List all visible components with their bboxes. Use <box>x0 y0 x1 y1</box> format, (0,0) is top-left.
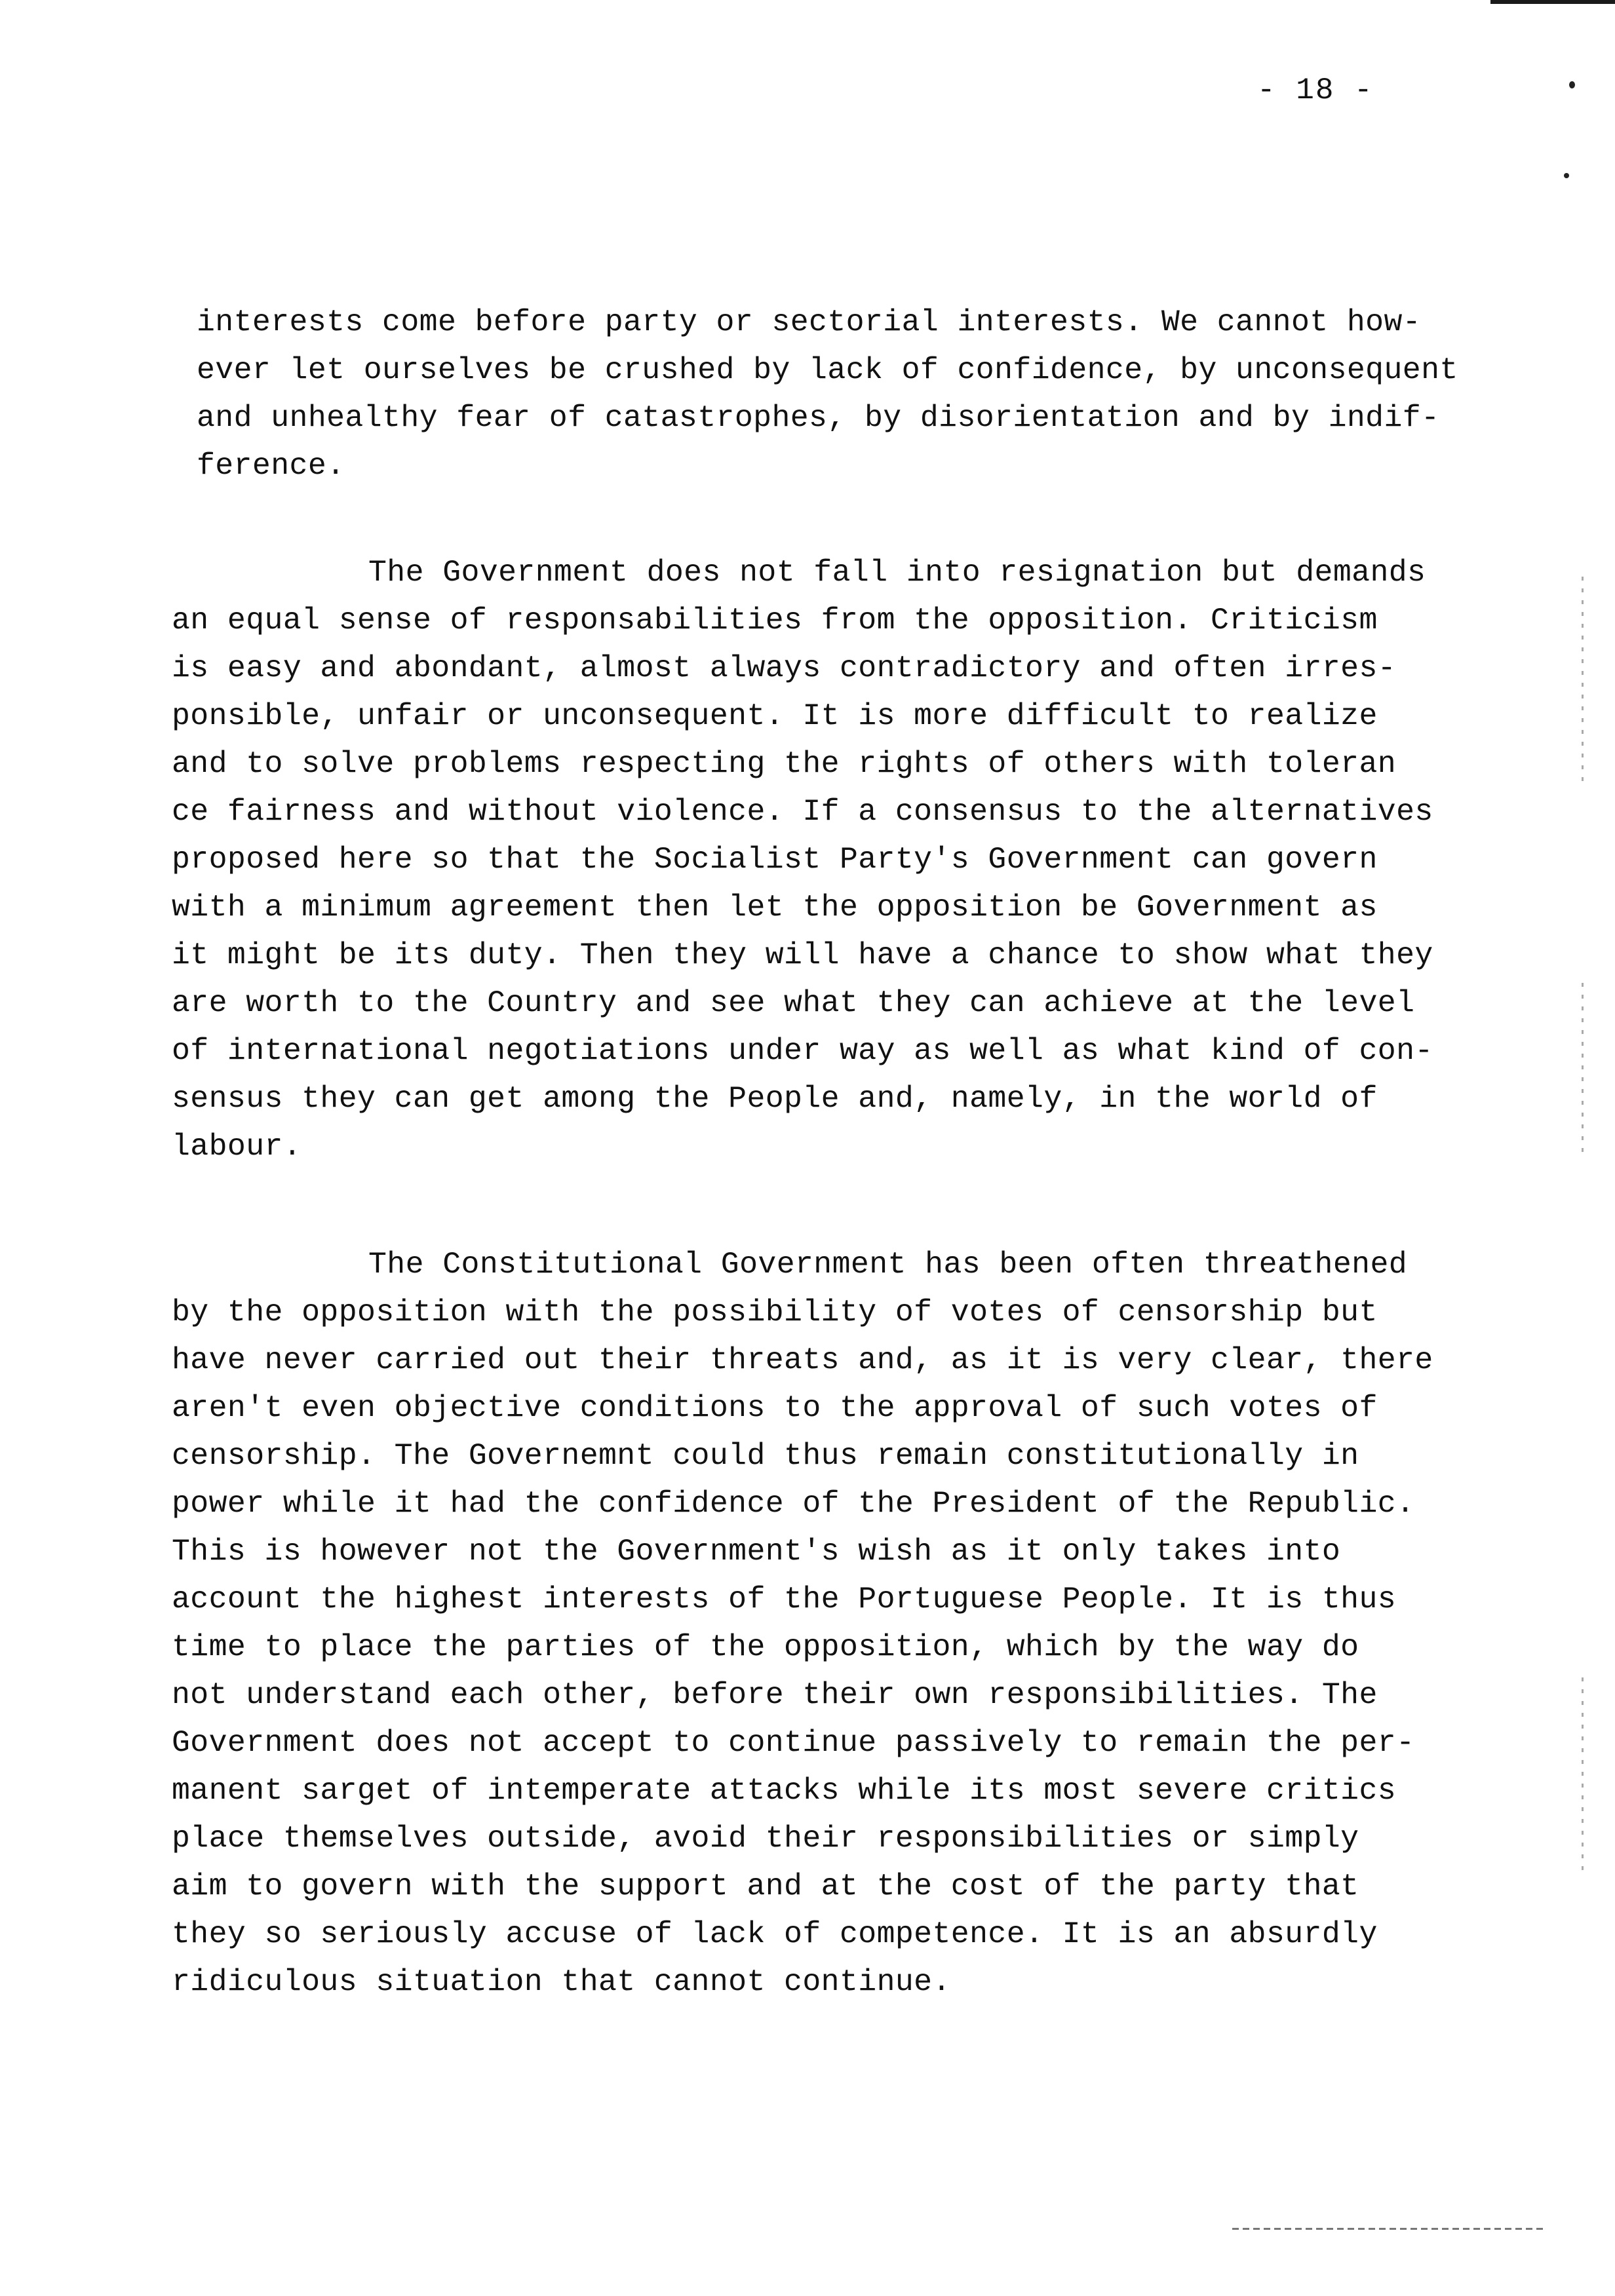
text-line: time to place the parties of the opposition, which by the way do <box>172 1630 1359 1664</box>
text-line: an equal sense of responsabilities from the opposition. Criticism <box>172 603 1378 638</box>
text-line: Government does not accept to continue passively to remain the per- <box>172 1725 1415 1760</box>
text-line: with a minimum agreement then let the opposition be Government as <box>172 890 1378 925</box>
paragraph-3 <box>172 1240 1555 2006</box>
text-line: place themselves outside, avoid their responsibilities or simply <box>172 1821 1359 1856</box>
paragraph-2 <box>172 548 1555 1170</box>
text-line: and unhealthy fear of catastrophes, by disorientation and by indif- <box>197 400 1440 435</box>
text-line: manent sarget of intemperate attacks while its most severe critics <box>172 1773 1397 1808</box>
text-line: The Government does not fall into resignation but demands <box>368 555 1426 590</box>
scan-speckle <box>1582 577 1584 786</box>
text-line: and to solve problems respecting the rights of others with toleran <box>172 746 1397 781</box>
text-line: The Constitutional Government has been often threathened <box>368 1247 1408 1282</box>
text-line: are worth to the Country and see what they can achieve at the level <box>172 985 1415 1020</box>
text-line: have never carried out their threats and, as it is very clear, there <box>172 1343 1433 1377</box>
text-line: proposed here so that the Socialist Party's Government can govern <box>172 842 1378 877</box>
text-line: by the opposition with the possibility of votes of censorship but <box>172 1295 1378 1330</box>
top-edge-rule <box>1490 0 1615 4</box>
paragraph-1 <box>197 298 1580 489</box>
text-line: censorship. The Governemnt could thus remain constitutionally in <box>172 1438 1359 1473</box>
text-line: it might be its duty. Then they will have a chance to show what they <box>172 938 1433 972</box>
text-line: ever let ourselves be crushed by lack of confidence, by unconsequent <box>197 353 1458 387</box>
bottom-dashed-rule <box>1232 2228 1547 2230</box>
text-line: ponsible, unfair or unconsequent. It is more difficult to realize <box>172 698 1378 733</box>
text-line: This is however not the Government's wish as it only takes into <box>172 1534 1341 1569</box>
text-line: sensus they can get among the People and, namely, in the world of <box>172 1081 1378 1116</box>
text-line: labour. <box>172 1129 302 1164</box>
margin-mark <box>1569 81 1575 88</box>
text-line: is easy and abondant, almost always contradictory and often irres- <box>172 651 1397 685</box>
text-line: aren't even objective conditions to the approval of such votes of <box>172 1390 1378 1425</box>
text-line: ridiculous situation that cannot continue. <box>172 1964 951 1999</box>
scan-speckle <box>1582 983 1584 1153</box>
scan-speckle <box>1582 1677 1584 1874</box>
text-line: power while it had the confidence of the President of the Republic. <box>172 1486 1415 1521</box>
text-line: ference. <box>197 448 345 483</box>
page-number: - 18 - <box>1257 73 1374 107</box>
text-line: of international negotiations under way as well as what kind of con- <box>172 1033 1433 1068</box>
margin-mark <box>1564 173 1569 178</box>
text-line: not understand each other, before their own responsibilities. The <box>172 1677 1378 1712</box>
text-line: interests come before party or sectorial interests. We cannot how- <box>197 305 1422 339</box>
text-line: ce fairness and without violence. If a consensus to the alternatives <box>172 794 1433 829</box>
text-line: they so seriously accuse of lack of competence. It is an absurdly <box>172 1917 1378 1951</box>
text-line: aim to govern with the support and at the cost of the party that <box>172 1869 1359 1904</box>
text-line: account the highest interests of the Portuguese People. It is thus <box>172 1582 1397 1617</box>
